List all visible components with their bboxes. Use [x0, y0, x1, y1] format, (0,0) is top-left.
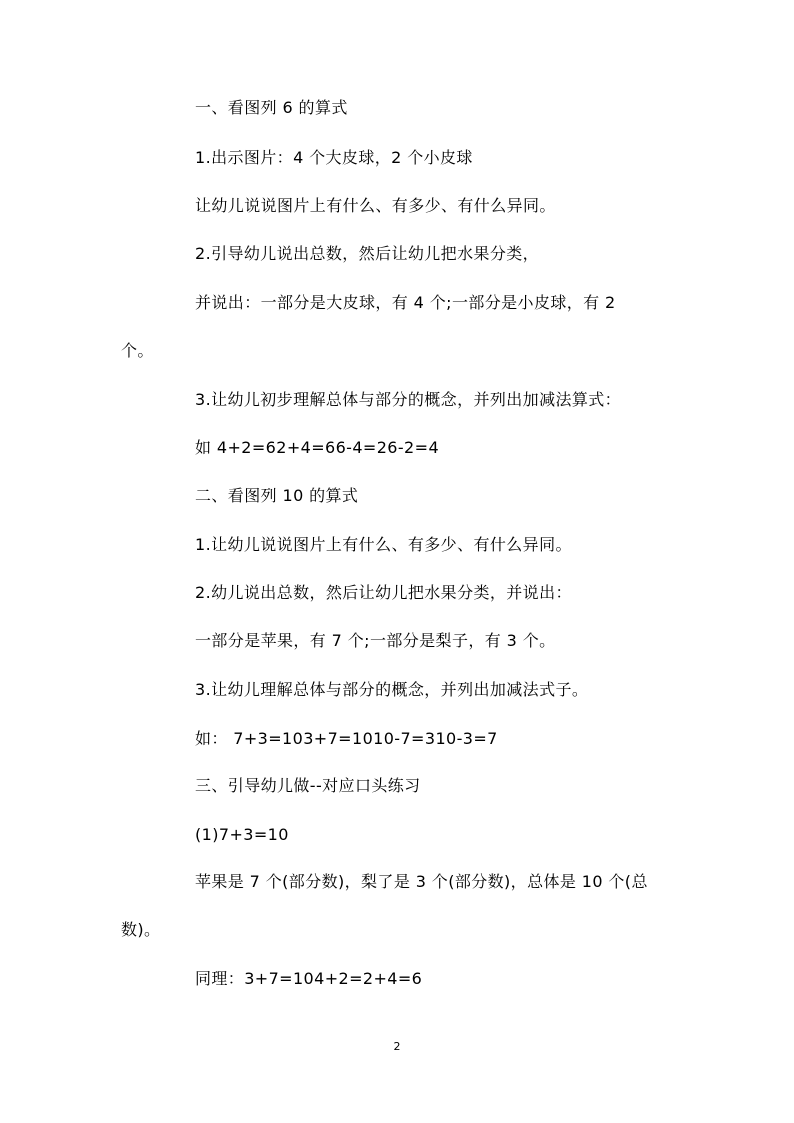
paragraph-line: 让幼儿说说图片上有什么、有多少、有什么异同。	[195, 196, 556, 215]
section-heading-2: 二、看图列 10 的算式	[195, 486, 359, 505]
paragraph-line: 3.让幼儿初步理解总体与部分的概念，并列出加减法算式：	[195, 390, 622, 409]
paragraph-line-continuation: 个。	[121, 341, 154, 360]
equation-line: 同理：3+7=104+2=2+4=6	[195, 969, 423, 988]
equation-line: 如： 7+3=103+7=1010-7=310-3=7	[195, 729, 498, 748]
paragraph-line: 2.引导幼儿说出总数，然后让幼儿把水果分类，	[195, 244, 540, 263]
equation-line: (1)7+3=10	[195, 825, 289, 844]
section-heading-3: 三、引导幼儿做--对应口头练习	[195, 776, 421, 795]
paragraph-line: 1.让幼儿说说图片上有什么、有多少、有什么异同。	[195, 535, 572, 554]
section-heading-1: 一、看图列 6 的算式	[195, 98, 348, 117]
paragraph-line: 3.让幼儿理解总体与部分的概念，并列出加减法式子。	[195, 680, 589, 699]
paragraph-line: 2.幼儿说出总数，然后让幼儿把水果分类，并说出：	[195, 583, 572, 602]
equation-line: 如 4+2=62+4=66-4=26-2=4	[195, 438, 440, 457]
paragraph-line: 苹果是 7 个(部分数)，梨了是 3 个(部分数)，总体是 10 个(总	[195, 872, 648, 891]
paragraph-line-continuation: 数)。	[121, 920, 161, 939]
paragraph-line: 并说出：一部分是大皮球，有 4 个;一部分是小皮球，有 2	[195, 293, 616, 312]
paragraph-line: 1.出示图片：4 个大皮球，2 个小皮球	[195, 148, 473, 167]
paragraph-line: 一部分是苹果，有 7 个;一部分是梨子，有 3 个。	[195, 631, 556, 650]
page-number: 2	[393, 1040, 401, 1053]
